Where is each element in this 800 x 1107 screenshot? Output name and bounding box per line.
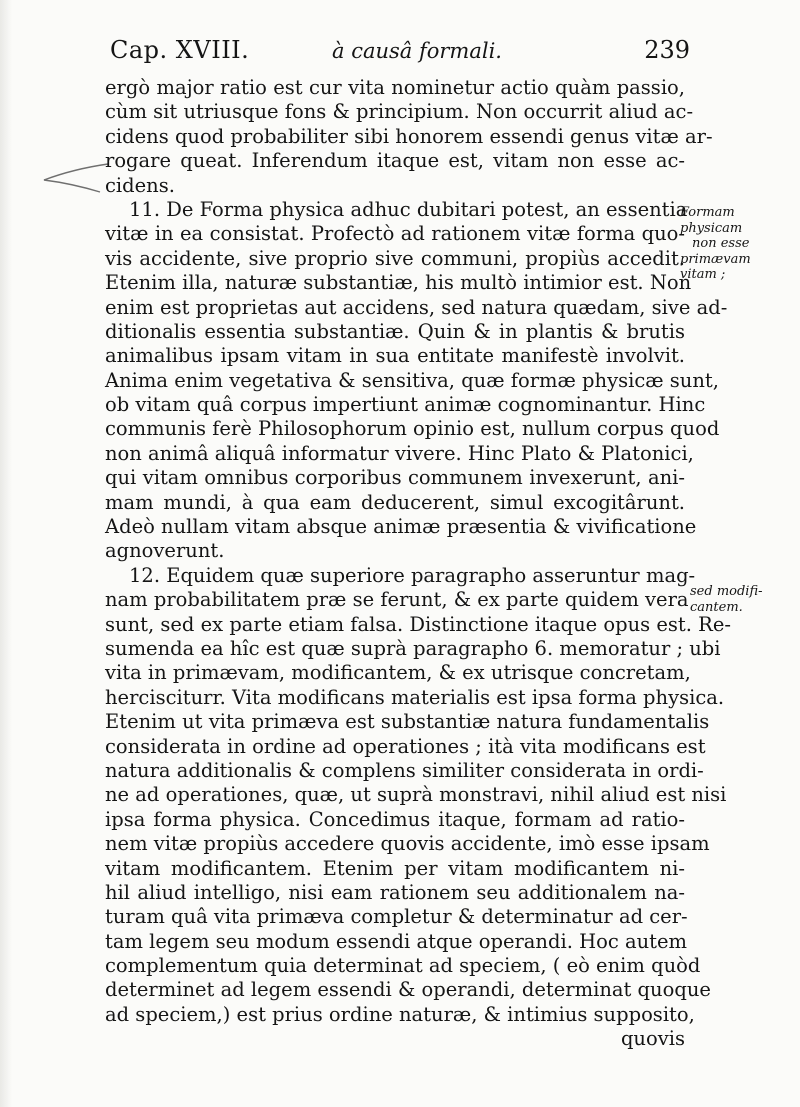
paragraph-11-start: 11. De Forma physica adhuc dubitari potest, an essentia (129, 197, 688, 221)
text-line: vitæ in ea consistat. Profectò ad rationem vitæ forma quo- (105, 222, 685, 246)
marginal-line: non esse (692, 236, 750, 251)
text-line: cidens. (105, 173, 175, 197)
text-line: determinet ad legem essendi & operandi, determinat quoque (105, 978, 711, 1002)
text-line: vis accidente, sive proprio sive communi, propiùs accedit. (105, 246, 685, 270)
marginal-line: Formam (680, 205, 735, 220)
bleed-through-text (742, 300, 798, 312)
text-line: ne ad operationes, quæ, ut suprà monstravi, nihil aliud est nisi (105, 783, 727, 807)
text-line: rogare queat. Inferendum itaque est, vitam non esse ac- (105, 149, 685, 173)
text-line: ergò major ratio est cur vita nominetur actio quàm passio, (105, 76, 685, 99)
text-line: considerata in ordine ad operationes ; ità vita modificans est (105, 734, 706, 758)
page-shadow (0, 0, 12, 1107)
text-line: hercisciturr. Vita modificans materialis est ipsa forma physica. (105, 685, 725, 709)
text-line: hil aliud intelligo, nisi eam rationem seu additionalem na- (105, 880, 685, 904)
marginal-line: physicam (680, 220, 743, 236)
text-line: turam quâ vita primæva completur & determinatur ad cer- (105, 905, 688, 929)
text-line: Anima enim vegetativa & sensitiva, quæ formæ physicæ sunt, (105, 368, 719, 392)
running-header (110, 36, 690, 70)
text-line: agnoverunt. (105, 539, 225, 563)
running-title: à causâ formali. (332, 39, 502, 63)
text-line: vitam modificantem. Etenim per vitam modificantem ni- (105, 856, 685, 880)
text-line: ob vitam quâ corpus impertiunt animæ cognominantur. Hinc (105, 393, 706, 417)
text-line: nem vitæ propiùs accedere quovis accidente, imò esse ipsam (105, 832, 710, 856)
marginal-line: sed modifi- (690, 584, 763, 599)
pencil-annotation-mark (40, 160, 110, 196)
text-line: complementum quia determinat ad speciem, ( eò enim quòd (105, 954, 701, 978)
chapter-label: Cap. XVIII. (110, 36, 250, 64)
text-line: ditionalis essentia substantiæ. Quin & in plantis & brutis (105, 319, 685, 343)
text-line: communis ferè Philosophorum opinio est, nullum corpus quod (105, 417, 720, 441)
text-line: Etenim illa, naturæ substantiæ, his multò intimior est. Non (105, 271, 692, 295)
text-line: nam probabilitatem præ se ferunt, & ex parte quidem vera (105, 588, 689, 612)
paragraph-12-start: 12. Equidem quæ superiore paragrapho asseruntur mag- (129, 563, 696, 587)
marginal-line: vitam ; (680, 267, 726, 282)
catchword: quovis (620, 1027, 685, 1051)
marginal-line: cantem. (690, 599, 743, 615)
text-line: non animâ aliquâ informatur vivere. Hinc Plato & Platonici, (105, 441, 694, 465)
text-line: mam mundi, à qua eam deducerent, simul excogitârunt. (105, 490, 685, 514)
text-line: ad speciem,) est prius ordine naturæ, & intimius supposito, (105, 1002, 695, 1026)
text-line: Adeò nullam vitam absque animæ præsentia & vivificatione (105, 515, 697, 539)
text-line: qui vitam omnibus corporibus communem invexerunt, ani- (105, 466, 685, 490)
text-line: natura additionalis & complens similiter considerata in ordi- (105, 758, 704, 782)
text-line: ipsa forma physica. Concedimus itaque, formam ad ratio- (105, 807, 685, 831)
text-line: animalibus ipsam vitam in sua entitate manifestè involvit. (105, 344, 685, 368)
marginal-line: primævam (680, 251, 751, 267)
text-line: sumenda ea hîc est quæ suprà paragrapho 6. memoratur ; ubi (105, 636, 721, 660)
marginal-note-form (680, 205, 790, 283)
text-line: Etenim ut vita primæva est substantiæ natura fundamentalis (105, 710, 710, 734)
text-line: sunt, sed ex parte etiam falsa. Distinctione itaque opus est. Re- (105, 612, 731, 636)
text-line: cidens quod probabiliter sibi honorem essendi genus vitæ ar- (105, 124, 713, 148)
text-line: cùm sit utriusque fons & principium. Non occurrit aliud ac- (105, 100, 694, 124)
page-number: 239 (644, 36, 690, 64)
text-line: tam legem seu modum essendi atque operandi. Hoc autem (105, 929, 688, 953)
text-line: vita in primævam, modificantem, & ex utrisque concretam, (105, 661, 691, 685)
marginal-note-modificantem (690, 584, 800, 615)
text-line: enim est proprietas aut accidens, sed natura quædam, sive ad- (105, 295, 728, 319)
